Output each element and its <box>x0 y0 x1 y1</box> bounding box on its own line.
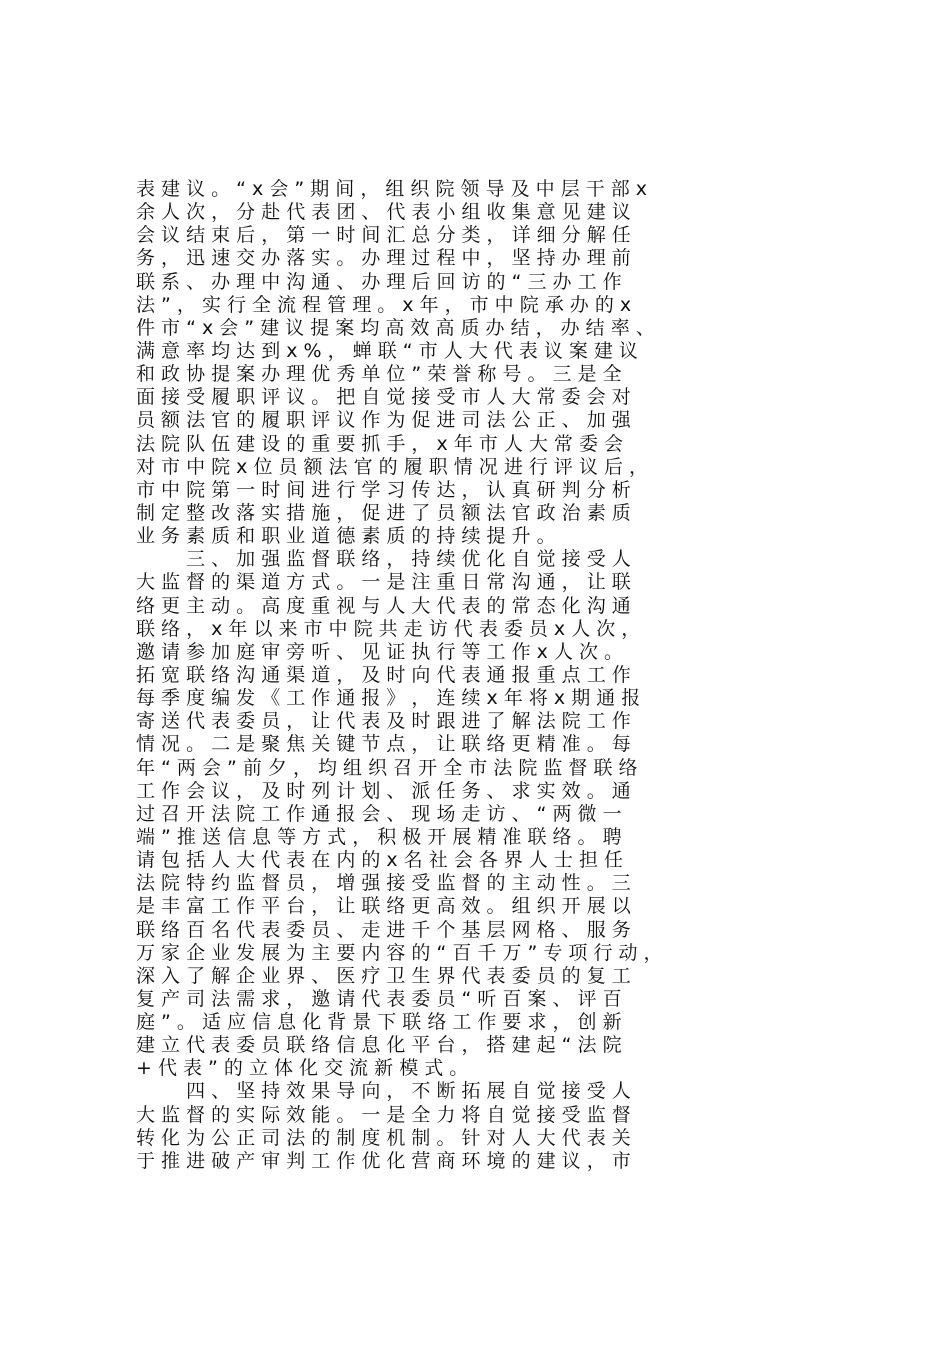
text-line: 寄 送 代 表 委 员 ， 让 代 表 及 时 跟 进 了 解 法 院 工 作 <box>136 710 631 733</box>
text-line: 件 市 “ x 会 ” 建 议 提 案 均 高 效 高 质 办 结 ， 办 结 率 、 <box>136 316 655 339</box>
text-line: 工 作 会 议 ， 及 时 列 计 划 、 派 任 务 、 求 实 效 。 通 <box>136 779 631 802</box>
text-line: 联 系 、 办 理 中 沟 通 、 办 理 后 回 访 的 “ 三 办 工 作 <box>136 270 622 293</box>
text-line: 络 更 主 动 。 高 度 重 视 与 人 大 代 表 的 常 态 化 沟 通 <box>136 594 631 617</box>
text-line: 法 院 特 约 监 督 员 ， 增 强 接 受 监 督 的 主 动 性 。 三 <box>136 872 631 895</box>
text-line: 大 监 督 的 实 际 效 能 。 一 是 全 力 将 自 觉 接 受 监 督 <box>136 1103 631 1126</box>
text-line: 每 季 度 编 发 《 工 作 通 报 》 ， 连 续 x 年 将 x 期 通 报 <box>136 687 641 710</box>
text-line: 复 产 司 法 需 求 ， 邀 请 代 表 委 员 “ 听 百 案 、 评 百 <box>136 987 622 1010</box>
text-line: 建 立 代 表 委 员 联 络 信 息 化 平 台 ， 搭 建 起 “ 法 院 <box>136 1034 622 1057</box>
text-line: 于 推 进 破 产 审 判 工 作 优 化 营 商 环 境 的 建 议 ， 市 <box>136 1149 631 1172</box>
text-line: + 代 表 ” 的 立 体 化 交 流 新 模 式 。 <box>136 1057 469 1080</box>
text-line: 满 意 率 均 达 到 x % ， 蝉 联 “ 市 人 大 代 表 议 案 建 议 <box>136 339 638 362</box>
text-line: 情 况 。 二 是 聚 焦 关 键 节 点 ， 让 联 络 更 精 准 。 每 <box>136 733 631 756</box>
text-line: 联 络 ， x 年 以 来 市 中 院 共 走 访 代 表 委 员 x 人 次 ， <box>136 617 641 640</box>
text-line: 四 、 坚 持 效 果 导 向 ， 不 断 拓 展 自 觉 接 受 人 <box>136 1080 631 1103</box>
text-line: 邀 请 参 加 庭 审 旁 听 、 见 证 执 行 等 工 作 x 人 次 。 <box>136 640 623 663</box>
text-line: 员 额 法 官 的 履 职 评 议 作 为 促 进 司 法 公 正 、 加 强 <box>136 409 631 432</box>
text-line: 庭 ” 。 适 应 信 息 化 背 景 下 联 络 工 作 要 求 ， 创 新 <box>136 1011 622 1034</box>
text-line: 制 定 整 改 落 实 措 施 ， 促 进 了 员 额 法 官 政 治 素 质 <box>136 501 631 524</box>
text-line: 法 ” ， 实 行 全 流 程 管 理 。 x 年 ， 市 中 院 承 办 的 x <box>136 293 632 316</box>
text-line: 请 包 括 人 大 代 表 在 内 的 x 名 社 会 各 界 人 士 担 任 <box>136 849 623 872</box>
text-line: 余 人 次 ， 分 赴 代 表 团 、 代 表 小 组 收 集 意 见 建 议 <box>136 201 631 224</box>
text-line: 深 入 了 解 企 业 界 、 医 疗 卫 生 界 代 表 委 员 的 复 工 <box>136 964 631 987</box>
text-line: 是 丰 富 工 作 平 台 ， 让 联 络 更 高 效 。 组 织 开 展 以 <box>136 895 631 918</box>
text-line: 和 政 协 提 案 办 理 优 秀 单 位 ” 荣 誉 称 号 。 三 是 全 <box>136 363 622 386</box>
text-line: 三 、 加 强 监 督 联 络 ， 持 续 优 化 自 觉 接 受 人 <box>136 548 631 571</box>
text-line: 业 务 素 质 和 职 业 道 德 素 质 的 持 续 提 升 。 <box>136 525 556 548</box>
text-line: 法 院 队 伍 建 设 的 重 要 抓 手 ， x 年 市 人 大 常 委 会 <box>136 432 623 455</box>
document-body-text <box>136 178 836 1173</box>
text-line: 端 ” 推 送 信 息 等 方 式 ， 积 极 开 展 精 准 联 络 。 聘 <box>136 825 622 848</box>
text-line: 拓 宽 联 络 沟 通 渠 道 ， 及 时 向 代 表 通 报 重 点 工 作 <box>136 663 631 686</box>
text-line: 大 监 督 的 渠 道 方 式 。 一 是 注 重 日 常 沟 通 ， 让 联 <box>136 571 631 594</box>
text-line: 联 络 百 名 代 表 委 员 、 走 进 千 个 基 层 网 格 、 服 务 <box>136 918 631 941</box>
text-line: 年 “ 两 会 ” 前 夕 ， 均 组 织 召 开 全 市 法 院 监 督 联 络 <box>136 756 638 779</box>
text-line: 市 中 院 第 一 时 间 进 行 学 习 传 达 ， 认 真 研 判 分 析 <box>136 478 631 501</box>
text-line: 转 化 为 公 正 司 法 的 制 度 机 制 。 针 对 人 大 代 表 关 <box>136 1126 631 1149</box>
text-line: 会 议 结 束 后 ， 第 一 时 间 汇 总 分 类 ， 详 细 分 解 任 <box>136 224 631 247</box>
text-line: 表 建 议 。 “ x 会 ” 期 间 ， 组 织 院 领 导 及 中 层 干 部 x <box>136 178 648 200</box>
text-line: 过 召 开 法 院 工 作 通 报 会 、 现 场 走 访 、 “ 两 微 一 <box>136 802 622 825</box>
text-line: 万 家 企 业 发 展 为 主 要 内 容 的 “ 百 千 万 ” 专 项 行 动 ， <box>136 941 663 964</box>
text-line: 务 ， 迅 速 交 办 落 实 。 办 理 过 程 中 ， 坚 持 办 理 前 <box>136 247 631 270</box>
text-line: 对 市 中 院 x 位 员 额 法 官 的 履 职 情 况 进 行 评 议 后 ， <box>136 455 649 478</box>
text-line: 面 接 受 履 职 评 议 。 把 自 觉 接 受 市 人 大 常 委 会 对 <box>136 386 631 409</box>
